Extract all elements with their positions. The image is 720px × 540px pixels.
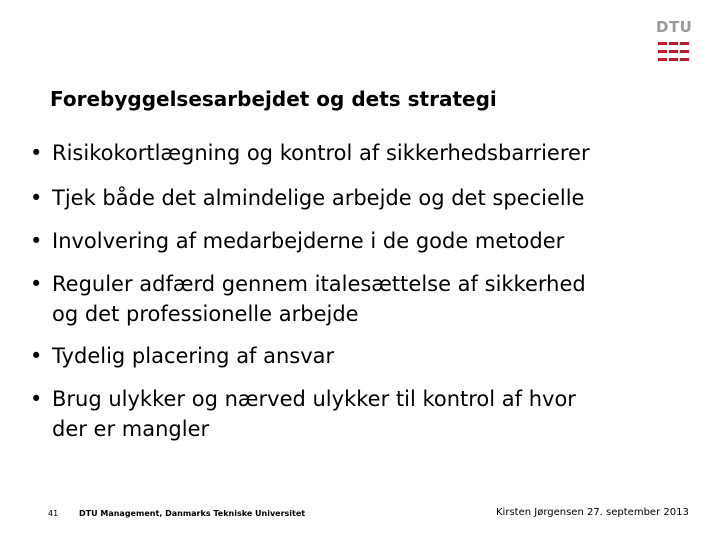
bullet-dot-icon: • [30,229,43,253]
footer-author-date: Kirsten Jørgensen 27. september 2013 [496,507,689,518]
bullet-dot-icon: • [30,186,43,210]
logo-dash [658,42,667,45]
bullet-text: Risikokortlægning og kontrol af sikkerhedsbarrierer [52,141,590,165]
bullet-text: Tydelig placering af ansvar [52,344,335,368]
bullet-text-continuation: og det professionelle arbejde [52,302,359,326]
bullet-text: Tjek både det almindelige arbejde og det specielle [52,186,585,210]
bullet-text: Brug ulykker og nærved ulykker til kontrol af hvor [52,387,576,411]
footer-organization: DTU Management, Danmarks Tekniske Universitet [79,509,306,518]
logo-dash [658,50,667,53]
slide-title: Forebyggelsesarbejdet og dets strategi [50,87,497,111]
logo-text: DTU [656,18,693,36]
bullet-text: Involvering af medarbejderne i de gode metoder [52,229,565,253]
bullet-dot-icon: • [30,141,43,165]
bullet-text-continuation: der er mangler [52,417,210,441]
bullet-dot-icon: • [30,272,43,296]
page-number: 41 [48,509,59,518]
dtu-logo [656,18,692,66]
bullet-text: Reguler adfærd gennem italesættelse af sikkerhed [52,272,586,296]
logo-dash [658,58,667,61]
logo-dash [669,50,678,53]
logo-dash [680,58,689,61]
logo-dash [680,50,689,53]
bullet-dot-icon: • [30,344,43,368]
logo-dash [669,42,678,45]
logo-dash [680,42,689,45]
logo-mark-icon [658,40,690,64]
logo-dash [669,58,678,61]
bullet-dot-icon: • [30,387,43,411]
